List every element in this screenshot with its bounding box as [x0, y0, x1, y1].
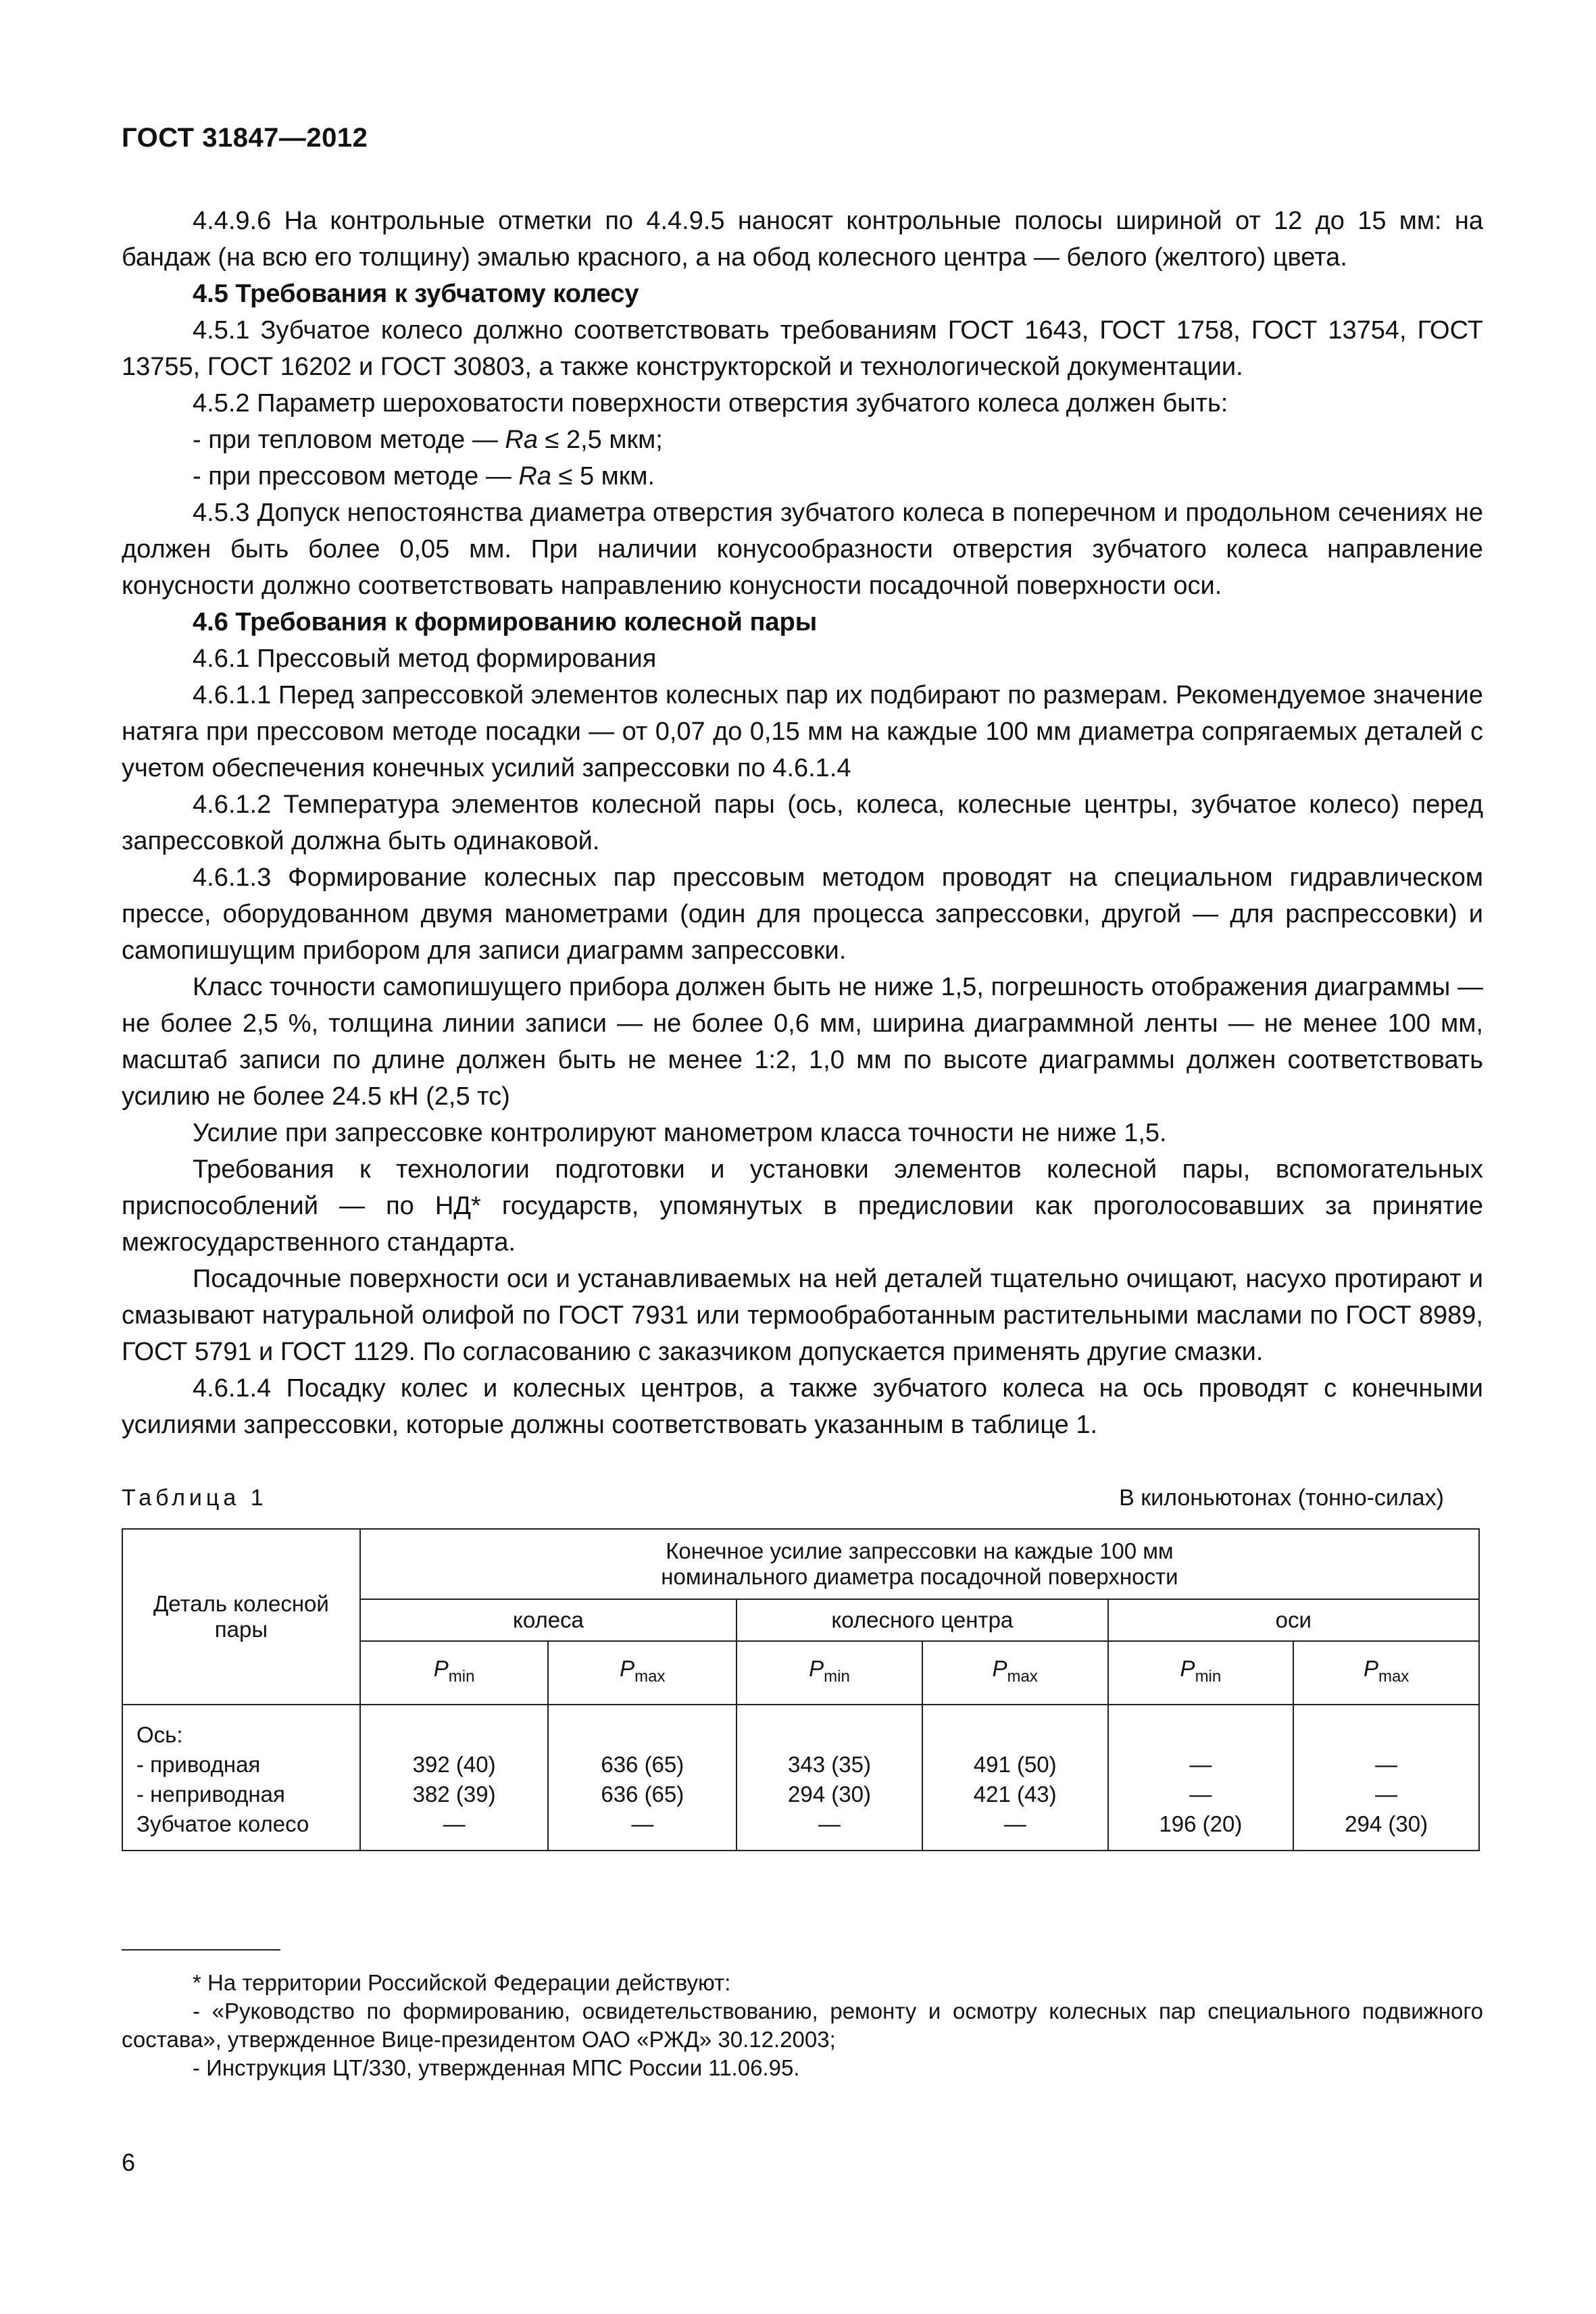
table-cell: 196 (20) — [1159, 1811, 1243, 1836]
column-header-detail: Деталь колесной пары — [122, 1529, 360, 1705]
page-number: 6 — [122, 2148, 136, 2176]
ra-symbol: Ra — [518, 462, 551, 491]
paragraph: 4.6.1 Прессовый метод формирования — [193, 645, 657, 673]
table-cell: — — [1003, 1811, 1026, 1836]
group-header-line: номинального диаметра посадочной поверхности — [661, 1564, 1178, 1589]
table-cell-column — [1108, 1705, 1294, 1851]
row-label: Ось: — [136, 1722, 183, 1747]
row-labels — [122, 1705, 360, 1851]
paragraph: 4.4.9.6 На контрольные отметки по 4.4.9.5 наносят контрольные полосы шириной от 12 до 15 мм: на бандаж (на всю его толщину) эмалью красного, а на обод колесного центра — белого (желтого) цвета. — [122, 207, 1483, 272]
section-heading: 4.5 Требования к зубчатому колесу — [193, 280, 639, 308]
section-heading: 4.6 Требования к формированию колесной пары — [193, 608, 818, 636]
subheader-wheel-center: колесного центра — [737, 1599, 1107, 1641]
table-cell: 382 (39) — [412, 1782, 496, 1807]
table-cell-column — [737, 1705, 922, 1851]
paragraph: 4.5.2 Параметр шероховатости поверхности отверстия зубчатого колеса должен быть: — [193, 389, 1228, 418]
table-units: В килоньютонах (тонно-силах) — [1119, 1485, 1444, 1511]
table-cell: 294 (30) — [788, 1782, 871, 1807]
p-min-header: $P_{min}$ — [1108, 1641, 1294, 1705]
ra-symbol: Ra — [505, 426, 538, 454]
row-label: Зубчатое колесо — [136, 1811, 309, 1836]
table-cell — [365, 1720, 544, 1750]
table-cell: — — [443, 1811, 466, 1836]
table-cell — [553, 1720, 732, 1750]
footnote — [122, 1969, 1483, 2082]
paragraph: 4.6.1.2 Температура элементов колесной пары (ось, колеса, колесные центры, зубчатое колесо) перед запрессовкой должна быть одинаковой. — [122, 790, 1483, 855]
footnote-line: * На территории Российской Федерации действуют: — [193, 1970, 731, 1995]
table-cell — [741, 1720, 918, 1750]
table-caption: Таблица 1 — [122, 1485, 268, 1511]
list-item-value: ≤ 2,5 мкм; — [537, 426, 663, 454]
table-cell: 294 (30) — [1345, 1811, 1428, 1836]
column-header-group — [360, 1529, 1479, 1599]
paragraph: 4.6.1.4 Посадку колес и колесных центров, а также зубчатого колеса на ось проводят с конечными усилиями запрессовки, которые должны соответствовать указанным в таблице 1. — [122, 1374, 1483, 1439]
table-cell: 343 (35) — [788, 1752, 871, 1777]
table-cell: — — [631, 1811, 654, 1836]
table-cell: — — [818, 1811, 841, 1836]
table-cell — [927, 1720, 1103, 1750]
table-cell: 392 (40) — [412, 1752, 496, 1777]
table-cell: 636 (65) — [601, 1782, 684, 1807]
paragraph: 4.5.3 Допуск непостоянства диаметра отверстия зубчатого колеса в поперечном и продольном сечениях не должен быть более 0,05 мм. При наличии конусообразности отверстия зубчатого колеса направление конусности должно соответствовать направлению конусности посадочной поверхности оси. — [122, 499, 1483, 600]
table-cell: 491 (50) — [973, 1752, 1057, 1777]
paragraph: Требования к технологии подготовки и установки элементов колесной пары, вспомогательных приспособлений — по НД* государств, упомянутых в предисловии как проголосовавших за принятие межгосударственного стандарта. — [122, 1155, 1483, 1257]
list-item — [122, 458, 1483, 495]
table-cell: — — [1375, 1752, 1398, 1777]
row-label: - неприводная — [136, 1782, 285, 1807]
table-cell: — — [1189, 1752, 1212, 1777]
paragraph: 4.6.1.1 Перед запрессовкой элементов колесных пар их подбирают по размерам. Рекомендуемое значение натяга при прессовом методе посадки — от 0,07 до 0,15 мм на каждые 100 мм диаметра сопрягаемых деталей с учетом обеспечения конечных усилий запрессовки по 4.6.1.4 — [122, 681, 1483, 782]
row-label: - приводная — [136, 1752, 261, 1777]
document-header: ГОСТ 31847—2012 — [122, 123, 368, 153]
p-max-header: $P_{max}$ — [548, 1641, 737, 1705]
table-cell-column — [548, 1705, 737, 1851]
list-item — [122, 422, 1483, 458]
table-cell-column — [922, 1705, 1108, 1851]
subheader-axle: оси — [1108, 1599, 1479, 1641]
table-cell: 636 (65) — [601, 1752, 684, 1777]
table-cell: — — [1375, 1782, 1398, 1807]
group-header-line: Конечное усилие запрессовки на каждые 100 мм — [666, 1538, 1174, 1563]
p-min-header: $P_{min}$ — [360, 1641, 549, 1705]
p-max-header: $P_{max}$ — [1293, 1641, 1479, 1705]
list-item-value: ≤ 5 мкм. — [551, 462, 655, 491]
list-item-text: - при прессовом методе — — [193, 462, 519, 491]
p-max-header: $P_{max}$ — [922, 1641, 1108, 1705]
p-min-header: $P_{min}$ — [737, 1641, 922, 1705]
footnote-line: - «Руководство по формированию, освидетельствованию, ремонту и осмотру колесных пар специального подвижного состава», утвержденное Вице-президентом ОАО «РЖД» 30.12.2003; — [122, 1998, 1483, 2052]
list-item-text: - при тепловом методе — — [193, 426, 505, 454]
table-cell: — — [1189, 1782, 1212, 1807]
table-cell-column — [1293, 1705, 1479, 1851]
paragraph: Посадочные поверхности оси и устанавливаемых на ней деталей тщательно очищают, насухо протирают и смазывают натуральной олифой по ГОСТ 7931 или термообработанным растительными маслами по ГОСТ 8989, ГОСТ 5791 и ГОСТ 1129. По согласованию с заказчиком допускается применять другие смазки. — [122, 1265, 1483, 1366]
paragraph: Усилие при запрессовке контролируют манометром класса точности не ниже 1,5. — [193, 1119, 1167, 1147]
paragraph: Класс точности самопишущего прибора должен быть не ниже 1,5, погрешность отображения диаграммы — не более 2,5 %, толщина линии записи — не более 0,6 мм, ширина диаграммной ленты — не менее 100 мм, масштаб записи по длине должен быть не менее 1:2, 1,0 мм по высоте диаграммы должен соответствовать усилию не более 24.5 кН (2,5 тс) — [122, 973, 1483, 1111]
paragraph: 4.5.1 Зубчатое колесо должно соответствовать требованиям ГОСТ 1643, ГОСТ 1758, ГОСТ 13754, ГОСТ 13755, ГОСТ 16202 и ГОСТ 30803, а также конструкторской и технологической документации. — [122, 316, 1483, 381]
document-body — [122, 203, 1483, 1443]
subheader-wheels: колеса — [360, 1599, 737, 1641]
table-cell — [1298, 1720, 1474, 1750]
table-cell: 421 (43) — [973, 1782, 1057, 1807]
table-cell — [1113, 1720, 1289, 1750]
force-table — [122, 1528, 1480, 1851]
paragraph: 4.6.1.3 Формирование колесных пар прессовым методом проводят на специальном гидравлическом прессе, оборудованном двумя манометрами (один для процесса запрессовки, другой — для распрессовки) и самопишущим прибором для записи диаграмм запрессовки. — [122, 863, 1483, 965]
footnote-divider — [122, 1949, 280, 1951]
table-cell-column — [360, 1705, 549, 1851]
footnote-line: - Инструкция ЦТ/330, утвержденная МПС России 11.06.95. — [193, 2055, 800, 2080]
